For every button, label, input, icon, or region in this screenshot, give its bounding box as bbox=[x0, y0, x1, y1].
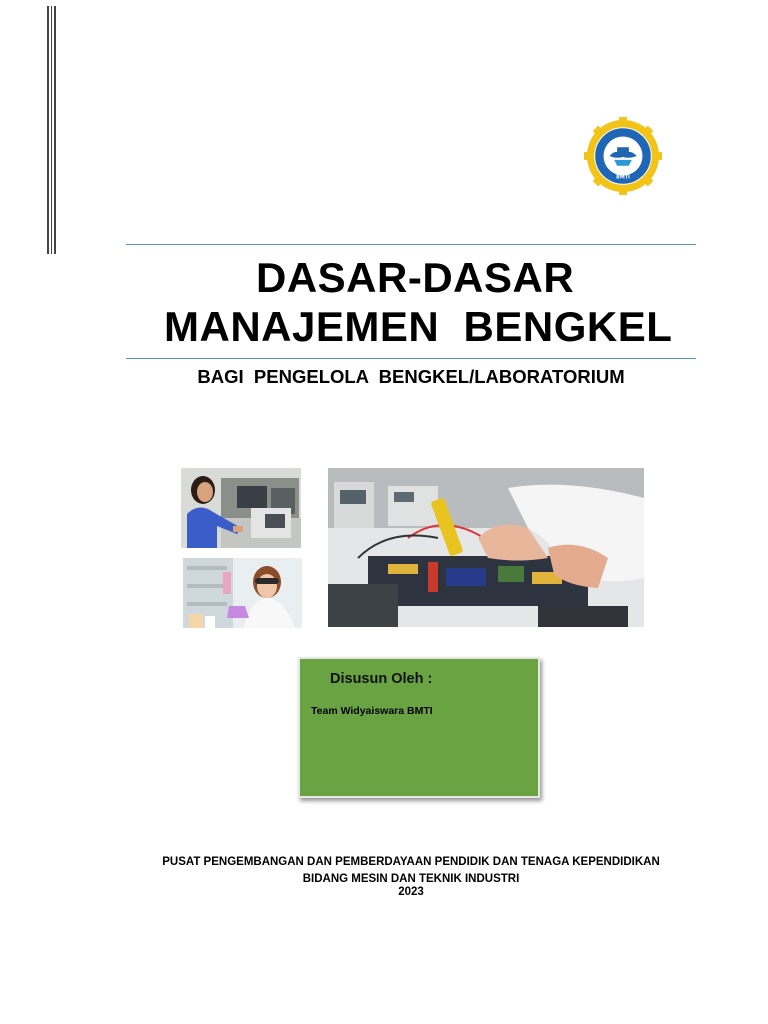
margin-line-left bbox=[47, 6, 49, 254]
photo-student-with-goggles bbox=[183, 558, 302, 628]
bottom-rule bbox=[126, 358, 696, 359]
footer-year: 2023 bbox=[398, 886, 424, 898]
institution-seal-icon bbox=[584, 117, 662, 195]
subtitle: BAGI PENGELOLA BENGKEL/LABORATORIUM bbox=[197, 366, 625, 387]
footer-institution: PUSAT PENGEMBANGAN DAN PEMBERDAYAAN PENDIDIK DAN TENAGA KEPENDIDIKAN bbox=[162, 856, 660, 868]
margin-line-middle bbox=[51, 6, 52, 254]
author-box bbox=[298, 657, 540, 798]
author-heading: Disusun Oleh : bbox=[330, 671, 433, 687]
author-name: Team Widyaiswara BMTI bbox=[311, 705, 433, 717]
margin-line-right bbox=[54, 6, 56, 254]
photo-electronics-soldering bbox=[328, 468, 644, 627]
title-line-2: MANAJEMEN BENGKEL bbox=[164, 303, 673, 350]
footer-division: BIDANG MESIN DAN TEKNIK INDUSTRI bbox=[302, 873, 520, 885]
seal-text: BMTI bbox=[616, 174, 630, 181]
title-line-1: DASAR-DASAR bbox=[256, 254, 575, 301]
photo-student-at-workbench bbox=[181, 468, 301, 548]
top-rule bbox=[126, 244, 696, 245]
